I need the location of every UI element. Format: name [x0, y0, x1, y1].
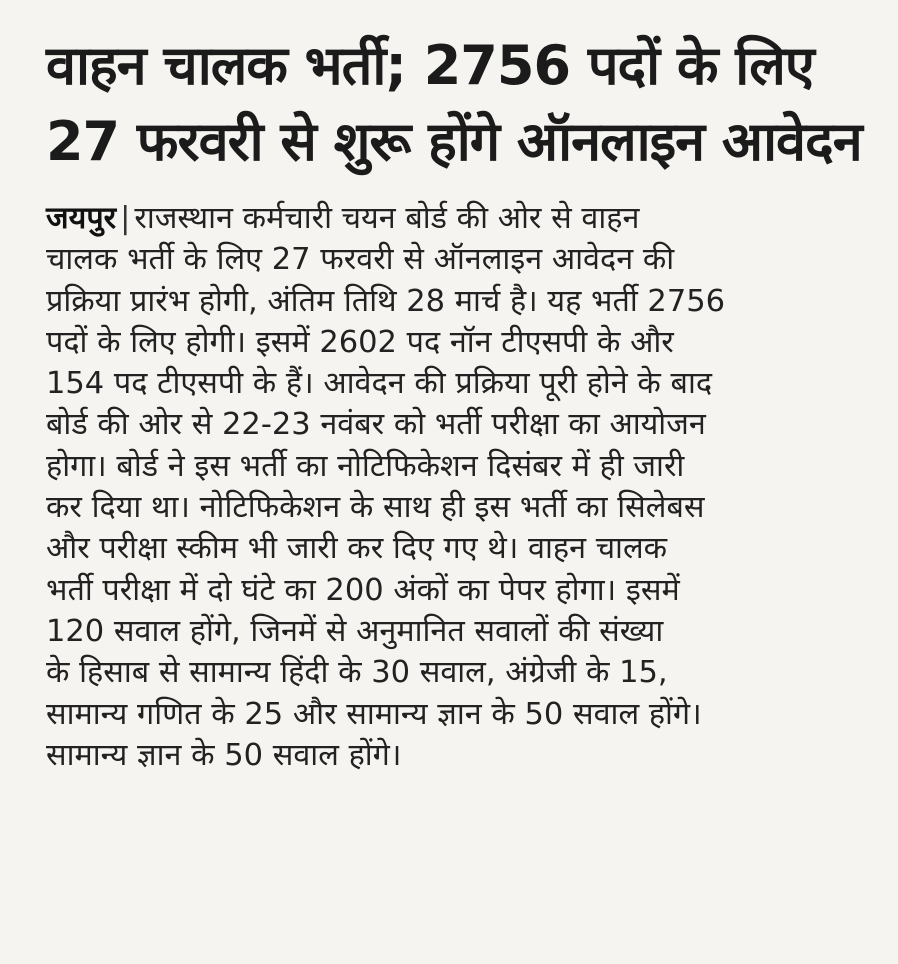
body-line: बोर्ड की ओर से 22-23 नवंबर को भर्ती परीक्षा का आयोजन — [46, 407, 706, 443]
body-line: 120 सवाल होंगे, जिनमें से अनुमानित सवालों की संख्या — [46, 613, 664, 649]
body-line: 154 पद टीएसपी के हैं। आवेदन की प्रक्रिया पूरी होने के बाद — [46, 366, 713, 402]
headline — [46, 28, 862, 180]
headline-line: 27 फरवरी से शुरू होंगे ऑनलाइन आवेदन — [46, 110, 862, 173]
body-line-text: राजस्थान कर्मचारी चयन बोर्ड की ओर से वाहन — [134, 201, 640, 236]
body-line: के हिसाब से सामान्य हिंदी के 30 सवाल, अंग्रेजी के 15, — [46, 655, 668, 691]
body-line: चालक भर्ती के लिए 27 फरवरी से ऑनलाइन आवेदन की — [46, 242, 675, 278]
dateline: जयपुर — [46, 201, 117, 236]
headline-line: वाहन चालक भर्ती; 2756 पदों के लिए — [46, 34, 814, 97]
body-line: सामान्य ज्ञान के 50 सवाल होंगे। — [46, 737, 402, 773]
body-line: पदों के लिए होगी। इसमें 2602 पद नॉन टीएसपी के और — [46, 324, 674, 360]
article-body — [46, 198, 858, 776]
body-line: प्रक्रिया प्रारंभ होगी, अंतिम तिथि 28 मार्च है। यह भर्ती 2756 — [46, 283, 726, 319]
body-line: सामान्य गणित के 25 और सामान्य ज्ञान के 50 सवाल होंगे। — [46, 696, 702, 732]
body-line: कर दिया था। नोटिफिकेशन के साथ ही इस भर्ती का सिलेबस — [46, 490, 705, 526]
body-line: और परीक्षा स्कीम भी जारी कर दिए गए थे। वाहन चालक — [46, 531, 668, 567]
body-line — [46, 198, 858, 239]
dateline-separator: | — [120, 201, 131, 236]
body-line: भर्ती परीक्षा में दो घंटे का 200 अंकों का पेपर होगा। इसमें — [46, 572, 680, 608]
body-line: होगा। बोर्ड ने इस भर्ती का नोटिफिकेशन दिसंबर में ही जारी — [46, 448, 685, 484]
